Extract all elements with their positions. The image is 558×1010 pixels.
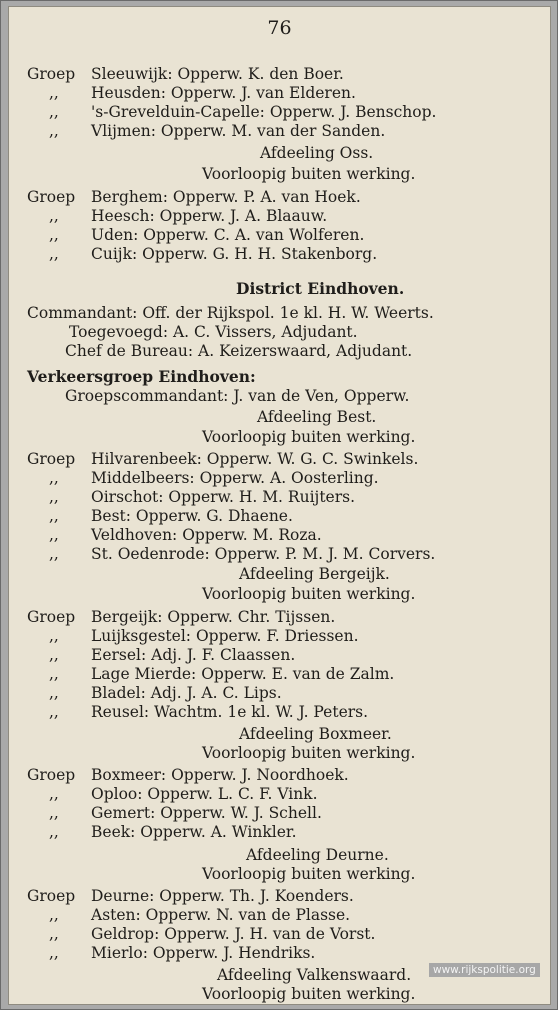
- groep-label: Groep: [27, 188, 76, 206]
- text-line: [27, 823, 297, 841]
- text-line: [27, 368, 256, 386]
- ditto-mark: ,,: [49, 226, 59, 244]
- ditto-mark: ,,: [49, 703, 59, 721]
- line-text: Heusden: Opperw. J. van Elderen.: [91, 84, 356, 102]
- line-text: Luijksgestel: Opperw. F. Driessen.: [91, 627, 359, 645]
- text-line: [27, 804, 322, 822]
- text-line: [27, 450, 418, 468]
- text-line: [27, 665, 394, 683]
- ditto-mark: ,,: [49, 469, 59, 487]
- ditto-mark: ,,: [49, 804, 59, 822]
- text-line: [27, 646, 295, 664]
- line-text: Best: Opperw. G. Dhaene.: [91, 507, 293, 525]
- text-line: [202, 428, 415, 446]
- text-line: [27, 684, 282, 702]
- text-line: [27, 785, 318, 803]
- ditto-mark: ,,: [49, 122, 59, 140]
- text-line: [27, 488, 355, 506]
- text-line: [27, 627, 359, 645]
- ditto-mark: ,,: [49, 684, 59, 702]
- text-line: [65, 387, 409, 405]
- ditto-mark: ,,: [49, 646, 59, 664]
- text-line: [27, 103, 436, 121]
- text-line: [239, 565, 390, 583]
- ditto-mark: ,,: [49, 526, 59, 544]
- text-line: [27, 84, 356, 102]
- line-text: Chef de Bureau: A. Keizerswaard, Adjudant.: [65, 342, 413, 360]
- ditto-mark: ,,: [49, 245, 59, 263]
- ditto-mark: ,,: [49, 84, 59, 102]
- line-text: Toegevoegd: A. C. Vissers, Adjudant.: [69, 323, 358, 341]
- document-page: [8, 6, 551, 1005]
- text-line: [27, 469, 379, 487]
- text-line: [69, 323, 358, 341]
- text-line: [27, 887, 354, 905]
- groep-label: Groep: [27, 608, 76, 626]
- line-text: 's-Grevelduin-Capelle: Opperw. J. Benschop.: [91, 103, 437, 121]
- line-text: Sleeuwijk: Opperw. K. den Boer.: [91, 65, 344, 83]
- ditto-mark: ,,: [49, 925, 59, 943]
- text-line: [217, 966, 411, 984]
- text-line: [202, 865, 415, 883]
- groep-label: Groep: [27, 450, 76, 468]
- text-line: [27, 207, 327, 225]
- line-text: Oirschot: Opperw. H. M. Ruijters.: [91, 488, 356, 506]
- ditto-mark: ,,: [49, 665, 59, 683]
- line-text: Afdeeling Oss.: [260, 144, 374, 162]
- text-line: [236, 280, 404, 298]
- line-text: Groepscommandant: J. van de Ven, Opperw.: [65, 387, 410, 405]
- text-line: [260, 144, 373, 162]
- line-text: Middelbeers: Opperw. A. Oosterling.: [91, 469, 379, 487]
- line-text: Reusel: Wachtm. 1e kl. W. J. Peters.: [91, 703, 369, 721]
- line-text: Afdeeling Boxmeer.: [239, 725, 392, 743]
- text-line: [27, 304, 434, 322]
- text-line: [27, 65, 344, 83]
- line-text: Voorloopig buiten werking.: [202, 865, 416, 883]
- line-text: Voorloopig buiten werking.: [202, 585, 416, 603]
- text-line: [202, 165, 415, 183]
- line-text: Afdeeling Best.: [257, 408, 377, 426]
- line-text: Veldhoven: Opperw. M. Roza.: [91, 526, 322, 544]
- text-line: [246, 846, 389, 864]
- text-line: [239, 725, 392, 743]
- ditto-mark: ,,: [49, 507, 59, 525]
- line-text: Voorloopig buiten werking.: [202, 428, 416, 446]
- line-text: Asten: Opperw. N. van de Plasse.: [91, 906, 351, 924]
- text-line: [27, 188, 361, 206]
- line-text: Gemert: Opperw. W. J. Schell.: [91, 804, 322, 822]
- line-text: Bladel: Adj. J. A. C. Lips.: [91, 684, 282, 702]
- line-text: Lage Mierde: Opperw. E. van de Zalm.: [91, 665, 395, 683]
- ditto-mark: ,,: [49, 627, 59, 645]
- text-line: [27, 245, 377, 263]
- line-text: Heesch: Opperw. J. A. Blaauw.: [91, 207, 328, 225]
- line-text: Verkeersgroep Eindhoven:: [27, 367, 256, 386]
- ditto-mark: ,,: [49, 823, 59, 841]
- line-text: Geldrop: Opperw. J. H. van de Vorst.: [91, 925, 376, 943]
- groep-label: Groep: [27, 766, 76, 784]
- line-text: Bergeijk: Opperw. Chr. Tijssen.: [91, 608, 336, 626]
- text-line: [27, 766, 349, 784]
- text-line: [202, 585, 415, 603]
- line-text: Deurne: Opperw. Th. J. Koenders.: [91, 887, 354, 905]
- line-text: Commandant: Off. der Rijkspol. 1e kl. H. W. Weerts.: [27, 304, 434, 322]
- text-line: [27, 944, 315, 962]
- text-line: [257, 408, 376, 426]
- text-line: [202, 744, 415, 762]
- text-line: [27, 226, 364, 244]
- ditto-mark: ,,: [49, 103, 59, 121]
- text-line: [27, 122, 385, 140]
- ditto-mark: ,,: [49, 207, 59, 225]
- page-number: 76: [267, 17, 292, 39]
- text-line: [27, 545, 435, 563]
- line-text: Voorloopig buiten werking.: [202, 985, 416, 1003]
- line-text: Voorloopig buiten werking.: [202, 165, 416, 183]
- line-text: Hilvarenbeek: Opperw. W. G. C. Swinkels.: [91, 450, 419, 468]
- line-text: St. Oedenrode: Opperw. P. M. J. M. Corvers.: [91, 545, 436, 563]
- text-line: [27, 925, 375, 943]
- ditto-mark: ,,: [49, 944, 59, 962]
- groep-label: Groep: [27, 887, 76, 905]
- line-text: Afdeeling Bergeijk.: [239, 565, 390, 583]
- text-line: [65, 342, 412, 360]
- line-text: Voorloopig buiten werking.: [202, 744, 416, 762]
- line-text: Eersel: Adj. J. F. Claassen.: [91, 646, 296, 664]
- line-text: Vlijmen: Opperw. M. van der Sanden.: [91, 122, 386, 140]
- watermark-link[interactable]: www.rijkspolitie.org: [429, 963, 540, 977]
- line-text: Boxmeer: Opperw. J. Noordhoek.: [91, 766, 349, 784]
- groep-label: Groep: [27, 65, 76, 83]
- line-text: Oploo: Opperw. L. C. F. Vink.: [91, 785, 318, 803]
- text-line: [202, 985, 415, 1003]
- line-text: Beek: Opperw. A. Winkler.: [91, 823, 297, 841]
- ditto-mark: ,,: [49, 545, 59, 563]
- text-line: [27, 703, 368, 721]
- line-text: District Eindhoven.: [236, 279, 405, 298]
- line-text: Cuijk: Opperw. G. H. H. Stakenborg.: [91, 245, 378, 263]
- ditto-mark: ,,: [49, 785, 59, 803]
- text-line: [27, 507, 293, 525]
- ditto-mark: ,,: [49, 488, 59, 506]
- text-line: [27, 906, 350, 924]
- text-line: [27, 608, 335, 626]
- line-text: Afdeeling Valkenswaard.: [217, 966, 412, 984]
- line-text: Uden: Opperw. C. A. van Wolferen.: [91, 226, 365, 244]
- line-text: Mierlo: Opperw. J. Hendriks.: [91, 944, 316, 962]
- ditto-mark: ,,: [49, 906, 59, 924]
- line-text: Berghem: Opperw. P. A. van Hoek.: [91, 188, 361, 206]
- text-line: [27, 526, 322, 544]
- line-text: Afdeeling Deurne.: [246, 846, 389, 864]
